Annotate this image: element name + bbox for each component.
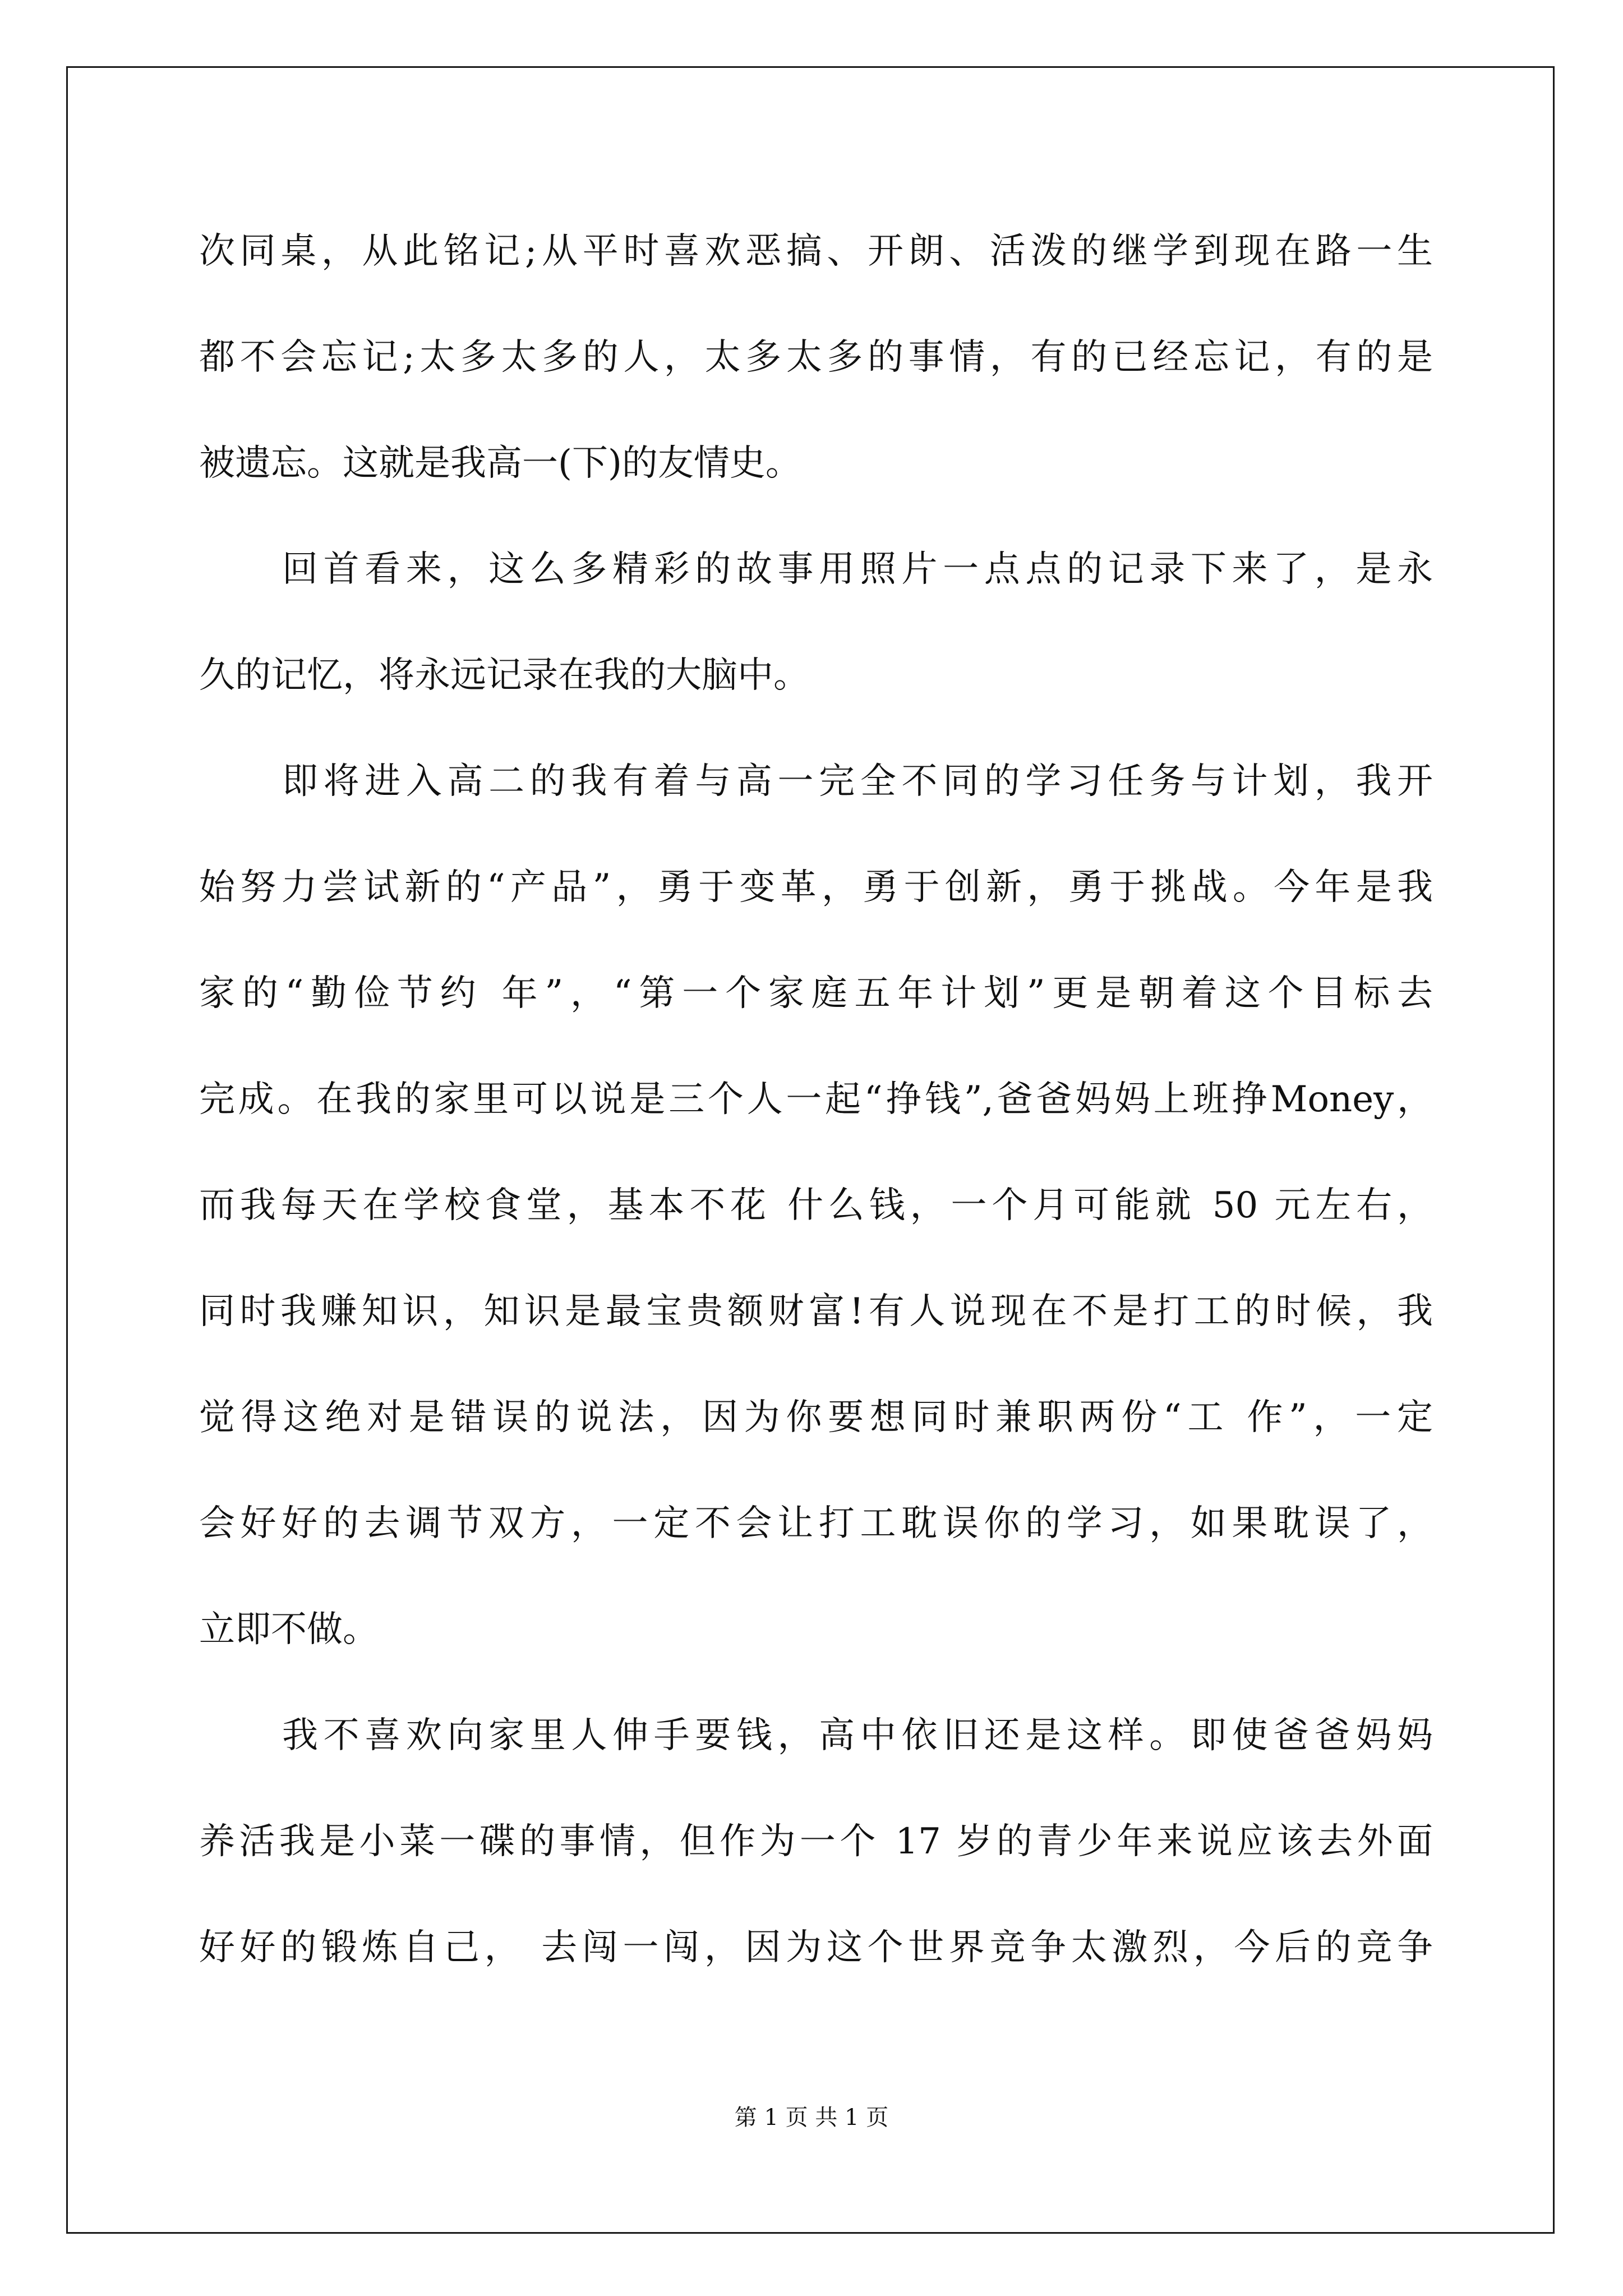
text-line: 而我每天在学校食堂，基本不花 什么钱，一个月可能就 50 元左右，: [199, 1185, 1433, 1226]
text-line: 好好的锻炼自己， 去闯一闯，因为这个世界竞争太激烈，今后的竞争: [199, 1927, 1433, 1968]
text-line: 家的“勤俭节约 年”，“第一个家庭五年计划”更是朝着这个目标去: [199, 973, 1433, 1014]
text-line: 都不会忘记;太多太多的人，太多太多的事情，有的已经忘记，有的是: [199, 337, 1433, 378]
text-line: 养活我是小菜一碟的事情，但作为一个 17 岁的青少年来说应该去外面: [199, 1821, 1433, 1862]
text-line: 我不喜欢向家里人伸手要钱，高中依旧还是这样。即使爸爸妈妈: [282, 1715, 1433, 1756]
text-line: 立即不做。: [199, 1609, 379, 1650]
document-body: [199, 209, 1433, 2012]
text-line: 会好好的去调节双方，一定不会让打工耽误你的学习，如果耽误了，: [199, 1503, 1433, 1544]
text-line: 即将进入高二的我有着与高一完全不同的学习任务与计划，我开: [282, 761, 1433, 802]
text-line: 始努力尝试新的“产品”，勇于变革，勇于创新，勇于挑战。今年是我: [199, 867, 1433, 908]
text-line: 久的记忆，将永远记录在我的大脑中。: [199, 655, 809, 696]
text-line: 回首看来，这么多精彩的故事用照片一点点的记录下来了，是永: [282, 549, 1433, 590]
text-line: 次同桌，从此铭记;从平时喜欢恶搞、开朗、活泼的继学到现在路一生: [199, 231, 1433, 272]
text-line: 觉得这绝对是错误的说法，因为你要想同时兼职两份“工 作”，一定: [199, 1397, 1433, 1438]
text-line: 完成。在我的家里可以说是三个人一起“挣钱”,爸爸妈妈上班挣Money，: [199, 1079, 1433, 1120]
page-number: 第 1 页 共 1 页: [734, 2105, 889, 2131]
text-line: 被遗忘。这就是我高一(下)的友情史。: [199, 443, 801, 484]
text-line: 同时我赚知识，知识是最宝贵额财富!有人说现在不是打工的时候，我: [199, 1291, 1433, 1332]
